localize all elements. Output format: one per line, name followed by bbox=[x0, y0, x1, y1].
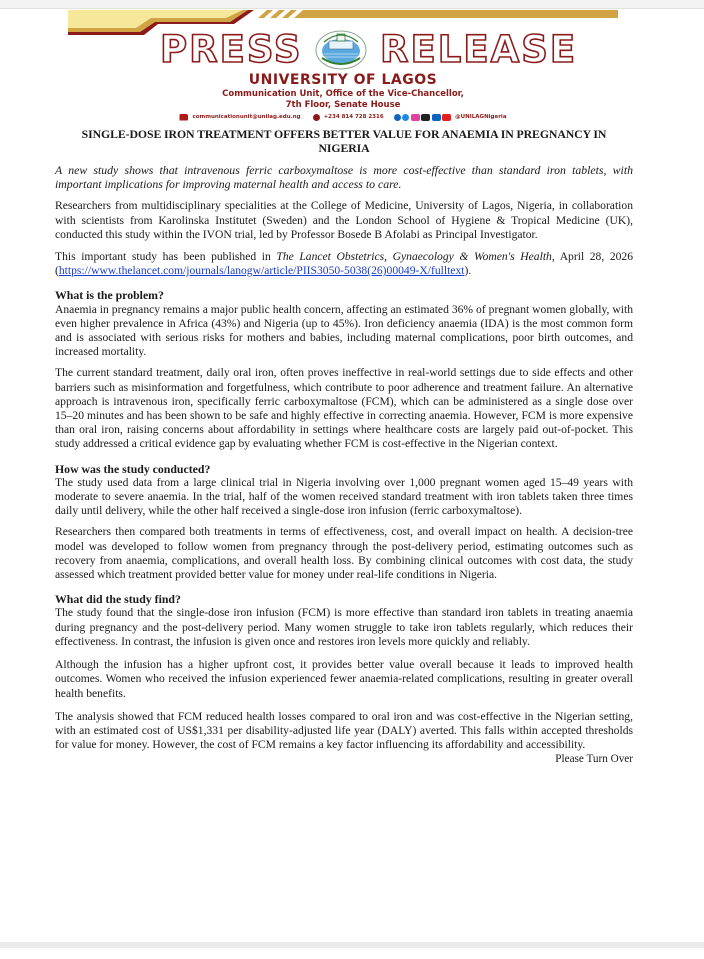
publication-date: , April 28, 2026 ( bbox=[55, 250, 634, 278]
page-top-strip bbox=[0, 0, 704, 9]
article-title: SINGLE-DOSE IRON TREATMENT OFFERS BETTER VALUE FOR ANAEMIA IN PREGNANCY IN NIGERIA bbox=[81, 127, 607, 155]
linkedin-icon[interactable] bbox=[432, 114, 441, 121]
release-word: RELEASE bbox=[380, 28, 578, 71]
methods-paragraph-1: The study used data from a large clinical trial in Nigeria involving over 1,000 pregnant women aged 15–49 years with moderate to severe anaemia. In the trial, half of the women received standard treatment with iron tablets taken three times daily until delivery, while the other half received a single-dose iron infusion (ferric carboxymaltose). bbox=[55, 475, 633, 518]
intro-paragraph: Researchers from multidisciplinary specialities at the College of Medicine, University of Lagos, Nigeria, in collaboration with scientists from Karolinska Institutet (Sweden) and the London School of Hygiene & Tropical Medicine (UK), conducted this study within the IVON trial, led by Professor Bosede B Afolabi as Principal Investigator. bbox=[55, 199, 633, 241]
contact-email[interactable]: communicationunit@unilag.edu.ng bbox=[192, 114, 301, 120]
please-turn-over-note: Please Turn Over bbox=[555, 753, 633, 766]
press-release-body bbox=[55, 127, 633, 767]
findings-paragraph-1: The study found that the single-dose iron infusion (FCM) is more effective than standard iron tablets in treating anaemia during pregnancy and the post-delivery period. Many women struggle to take iron tablets regularly, which reduces their effectiveness. In contrast, the infusion is given once and restores iron levels more quickly and reliably. bbox=[55, 606, 633, 648]
methods-paragraph-2: Researchers then compared both treatments in terms of effectiveness, cost, and overall impact on health. A decision-tree model was developed to follow women from pregnancy through the post-delivery period, estimating outcomes such as recovery from anaemia, complications, and overall health loss. By combining clinical outcomes with cost data, the study assessed which treatment provided better value for money under real-life conditions in Nigeria. bbox=[55, 525, 633, 582]
mail-icon bbox=[179, 114, 188, 121]
section-heading-methods: How was the study conducted? bbox=[55, 461, 211, 476]
unit-address-line: Communication Unit, Office of the Vice-Chancellor, bbox=[222, 89, 464, 99]
facebook-icon[interactable] bbox=[394, 114, 401, 121]
contact-row bbox=[68, 112, 618, 122]
publication-prefix: This important study has been published in bbox=[55, 250, 277, 264]
instagram-icon[interactable] bbox=[411, 114, 420, 121]
youtube-icon[interactable] bbox=[442, 114, 451, 121]
press-word: PRESS bbox=[160, 28, 303, 71]
floor-address-line: 7th Floor, Senate House bbox=[285, 100, 401, 110]
contact-phone: +234 814 728 2316 bbox=[323, 114, 384, 120]
article-lede: A new study shows that intravenous ferric carboxymaltose is more cost-effective than standard iron tablets, with important implications for improving maternal health and access to care. bbox=[55, 163, 633, 192]
tiktok-icon[interactable] bbox=[421, 114, 430, 121]
problem-paragraph-2: The current standard treatment, daily oral iron, often proves ineffective in real-world settings due to side effects and other barriers such as misinformation and forgetfulness, which contribute to poor adherence and treatment failure. An alternative approach is intravenous iron, specifically ferric carboxymaltose (FCM), which can be administered as a single dose over 15–20 minutes and has been shown to be safe and highly effective in correcting anaemia. However, FCM is more expensive than oral iron, raising concerns about affordability in settings where healthcare costs are largely paid out-of-pocket. This study addressed a critical evidence gap by evaluating whether FCM is cost-effective in the Nigerian context. bbox=[55, 366, 633, 451]
findings-paragraph-3: The analysis showed that FCM reduced health losses compared to oral iron and was cost-effective in the Nigerian setting, with an estimated cost of US$1,331 per disability-adjusted life year (DALY) averted. This falls within accepted thresholds for value for money. However, the cost of FCM remains a key factor influencing its affordability and accessibility. bbox=[55, 709, 633, 752]
findings-paragraph-2: Although the infusion has a higher upfront cost, it provides better value overall because it leads to improved health outcomes. Women who received the infusion experienced fewer anaemia-related complications, resulting in greater overall health benefits. bbox=[55, 658, 633, 700]
twitter-icon[interactable] bbox=[402, 114, 409, 121]
section-heading-problem: What is the problem? bbox=[55, 288, 164, 303]
social-handle: @UNILAGNigeria bbox=[455, 114, 507, 120]
journal-name: The Lancet Obstetrics, Gynaecology & Women's Health bbox=[276, 250, 552, 264]
press-release-letterhead bbox=[68, 10, 618, 120]
section-heading-findings: What did the study find? bbox=[55, 592, 181, 607]
social-icons bbox=[394, 114, 452, 121]
article-link[interactable]: https://www.thelancet.com/journals/lanogw/article/PIIS3050-5038(26)00049-X/fulltext bbox=[58, 264, 465, 278]
problem-paragraph-1: Anaemia in pregnancy remains a major public health concern, affecting an estimated 36% of pregnant women globally, with even higher prevalence in Africa (43%) and Nigeria (up to 45%). Iron deficiency anaemia (IDA) is the most common form and is associated with serious risks for mothers and babies, including maternal complications, poor birth outcomes, and increased mortality. bbox=[55, 302, 633, 359]
publication-suffix: ). bbox=[464, 264, 472, 278]
page-bottom-divider bbox=[0, 942, 704, 948]
university-crest-icon bbox=[314, 28, 368, 72]
publication-paragraph bbox=[55, 250, 633, 278]
institution-name: UNIVERSITY OF LAGOS bbox=[248, 72, 438, 88]
phone-icon bbox=[313, 114, 320, 121]
press-release-title-row bbox=[68, 26, 618, 76]
